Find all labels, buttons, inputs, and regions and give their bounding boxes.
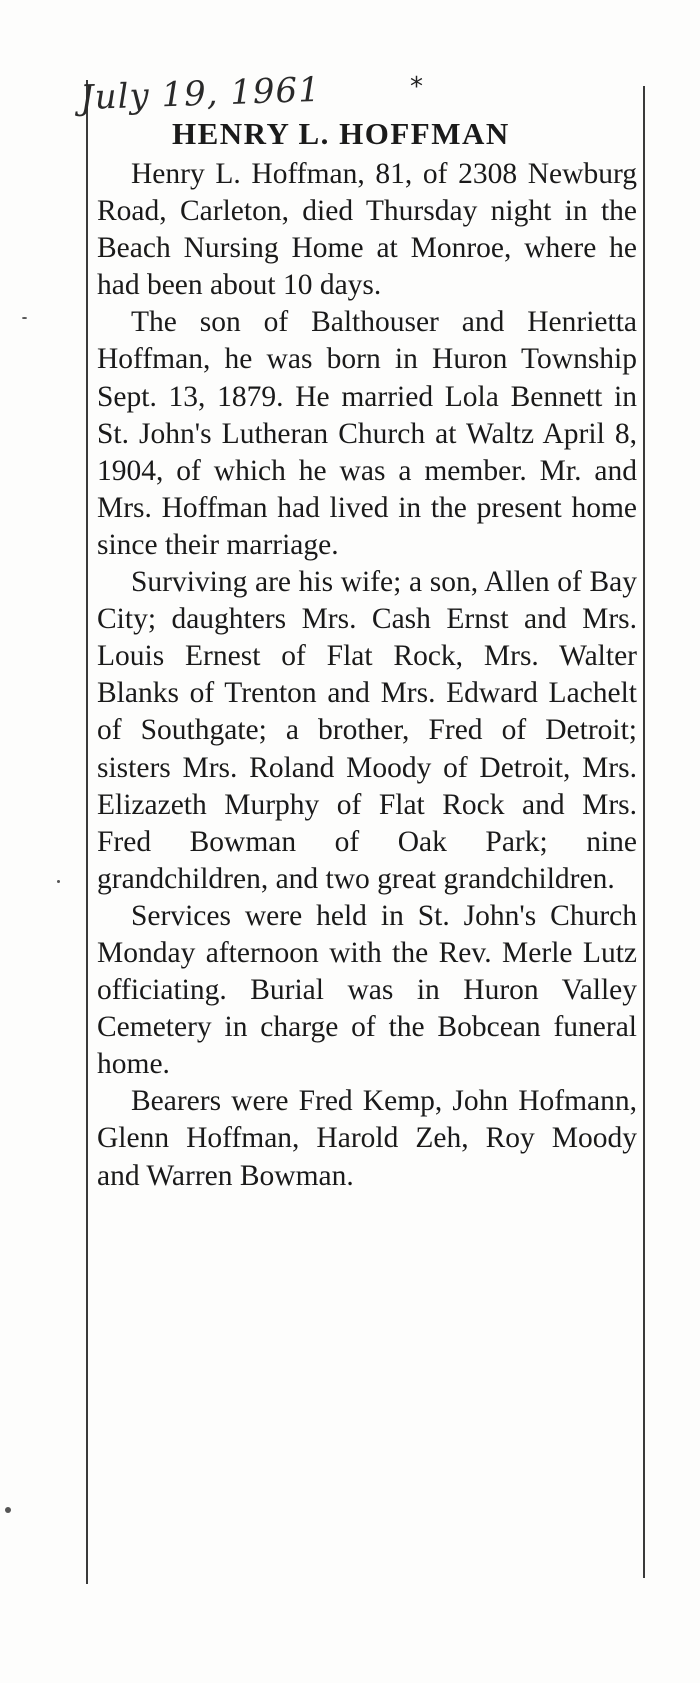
column-rule-left <box>86 80 88 1584</box>
asterisk-mark: * <box>410 72 423 102</box>
scan-speck <box>22 317 27 319</box>
obituary-body <box>97 156 637 1195</box>
handwritten-date: July 19, 1961 <box>79 69 322 119</box>
obituary-headline: HENRY L. HOFFMAN <box>172 116 510 151</box>
paragraph-services: Services were held in St. John's Church Monday afternoon with the Rev. Merle Lutz officiating. Burial was in Huron Valley Cemetery in charge of the Bobcean funeral home. <box>97 899 637 1081</box>
paragraph-death-notice: Henry L. Hoffman, 81, of 2308 Newburg Road, Carleton, died Thursday night in the Beach Nursing Home at Monroe, where he had been about 10 days. <box>97 158 637 302</box>
scan-speck <box>5 1507 11 1513</box>
paragraph-survivors: Surviving are his wife; a son, Allen of Bay City; daughters Mrs. Cash Ernst and Mrs. Louis Ernest of Flat Rock, Mrs. Walter Blanks of Trenton and Mrs. Edward Lachelt of Southgate; a brother, Fred of Detroit; sisters Mrs. Roland Moody of Detroit, Mrs. Elizazeth Murphy of Flat Rock and Mrs. Fred Bowman of Oak Park; nine grandchildren, and two great grandchildren. <box>97 566 637 895</box>
scan-speck <box>57 880 60 883</box>
column-rule-right <box>643 86 645 1578</box>
paragraph-biography: The son of Balthouser and Henrietta Hoffman, he was born in Huron Township Sept. 13, 1879. He married Lola Bennett in St. John's Lutheran Church at Waltz April 8, 1904, of which he was a member. Mr. and Mrs. Hoffman had lived in the present home since their marriage. <box>97 306 637 561</box>
paragraph-bearers: Bearers were Fred Kemp, John Hofmann, Glenn Hoffman, Harold Zeh, Roy Moody and Warren Bowman. <box>97 1085 637 1192</box>
